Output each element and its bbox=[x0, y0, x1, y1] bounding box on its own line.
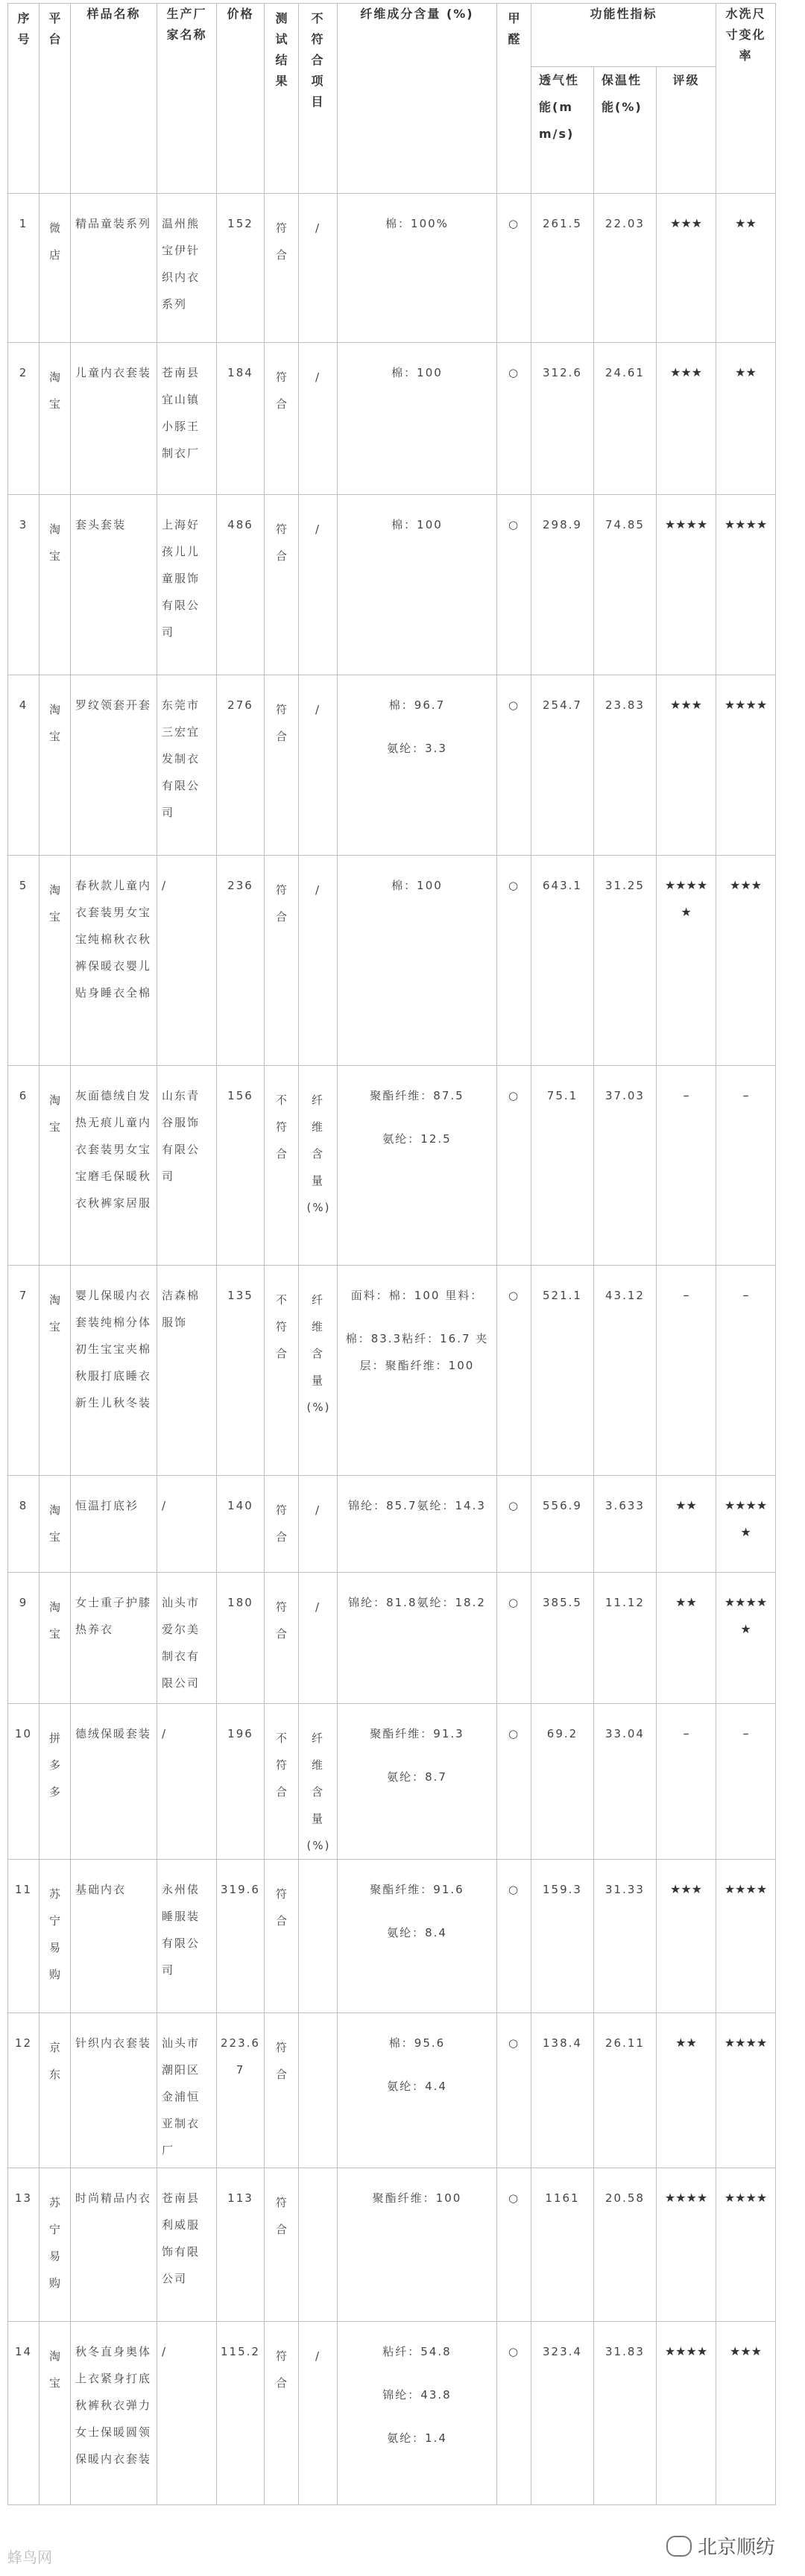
cell-fiber bbox=[338, 2322, 497, 2505]
fiber-line: 棉：95.6 bbox=[388, 2036, 446, 2050]
watermark-left: 蜂鸟网 bbox=[7, 2548, 52, 2566]
cell-no: 7 bbox=[8, 1266, 40, 1476]
fiber-line: 氨纶：8.4 bbox=[387, 1926, 447, 1939]
cell-price: 236 bbox=[217, 856, 265, 1066]
cell-fail-items: / bbox=[299, 675, 338, 856]
header-maker: 生产厂家名称 bbox=[157, 4, 217, 194]
cell-sample: 针织内衣套装 bbox=[71, 2013, 157, 2168]
cell-shrink: – bbox=[716, 1266, 776, 1476]
cell-shrink: ★★★★ bbox=[716, 2168, 776, 2322]
cell-fiber bbox=[338, 856, 497, 1066]
cell-fiber bbox=[338, 1860, 497, 2013]
cell-sample: 德绒保暖套装 bbox=[71, 1704, 157, 1860]
cell-no: 9 bbox=[8, 1573, 40, 1704]
header-price: 价格 bbox=[217, 4, 265, 194]
header-shrink: 水洗尺寸变化率 bbox=[716, 4, 776, 194]
cell-warm: 31.25 bbox=[594, 856, 657, 1066]
cell-platform: 淘宝 bbox=[40, 856, 71, 1066]
table-row bbox=[8, 2322, 776, 2505]
header-warm: 保温性能(%) bbox=[594, 67, 657, 194]
cell-shrink: ★★★★★ bbox=[716, 1476, 776, 1573]
cell-platform: 淘宝 bbox=[40, 1573, 71, 1704]
cell-no: 4 bbox=[8, 675, 40, 856]
cell-air: 69.2 bbox=[531, 1704, 594, 1860]
cell-price: 276 bbox=[217, 675, 265, 856]
cell-rating: ★★★ bbox=[657, 675, 716, 856]
table-row bbox=[8, 2168, 776, 2322]
cell-sample: 女士重子护膝热养衣 bbox=[71, 1573, 157, 1704]
cell-fiber bbox=[338, 675, 497, 856]
cell-formaldehyde: ○ bbox=[497, 1573, 531, 1704]
cell-maker: 山东青谷服饰有限公司 bbox=[157, 1066, 217, 1266]
cell-fiber bbox=[338, 2168, 497, 2322]
cell-fiber bbox=[338, 343, 497, 495]
cell-sample: 时尚精品内衣 bbox=[71, 2168, 157, 2322]
table-row bbox=[8, 1704, 776, 1860]
cell-rating: – bbox=[657, 1266, 716, 1476]
header-no: 序号 bbox=[8, 4, 40, 194]
table-row bbox=[8, 2013, 776, 2168]
watermark-right: 北京顺纺 bbox=[666, 2532, 775, 2560]
cell-rating: – bbox=[657, 1704, 716, 1860]
cell-no: 2 bbox=[8, 343, 40, 495]
cell-maker: 永州俵睡服装有限公司 bbox=[157, 1860, 217, 2013]
cell-price: 180 bbox=[217, 1573, 265, 1704]
fiber-line: 棉：83.3粘纤：16.7 夹层：聚酯纤维：100 bbox=[345, 1332, 489, 1372]
cell-warm: 33.04 bbox=[594, 1704, 657, 1860]
cell-fiber bbox=[338, 194, 497, 343]
cell-sample: 儿童内衣套装 bbox=[71, 343, 157, 495]
header-functional: 功能性指标 bbox=[531, 4, 716, 67]
cell-fail-items: / bbox=[299, 1573, 338, 1704]
cell-price: 156 bbox=[217, 1066, 265, 1266]
cell-platform: 苏宁易购 bbox=[40, 2168, 71, 2322]
cell-formaldehyde: ○ bbox=[497, 2322, 531, 2505]
cell-warm: 11.12 bbox=[594, 1573, 657, 1704]
cell-fiber bbox=[338, 1704, 497, 1860]
fiber-line: 氨纶：8.7 bbox=[387, 1770, 447, 1784]
header-platform: 平台 bbox=[40, 4, 71, 194]
header-formaldehyde: 甲醛 bbox=[497, 4, 531, 194]
cell-warm: 20.58 bbox=[594, 2168, 657, 2322]
cell-shrink: – bbox=[716, 1704, 776, 1860]
cell-fail-items: / bbox=[299, 856, 338, 1066]
cell-warm: 74.85 bbox=[594, 495, 657, 675]
cell-result: 符合 bbox=[265, 343, 299, 495]
cell-result: 符合 bbox=[265, 1573, 299, 1704]
cell-maker: / bbox=[157, 856, 217, 1066]
cell-no: 8 bbox=[8, 1476, 40, 1573]
cell-maker: 苍南县利威服饰有限公司 bbox=[157, 2168, 217, 2322]
cell-maker: 东莞市三宏宜发制衣有限公司 bbox=[157, 675, 217, 856]
cell-no: 6 bbox=[8, 1066, 40, 1266]
cell-no: 14 bbox=[8, 2322, 40, 2505]
cell-rating: ★★ bbox=[657, 1573, 716, 1704]
cell-price: 486 bbox=[217, 495, 265, 675]
cell-rating: ★★★★ bbox=[657, 495, 716, 675]
cell-fiber bbox=[338, 1476, 497, 1573]
cell-maker: 洁森棉服饰 bbox=[157, 1266, 217, 1476]
cell-maker: 上海好孩儿儿童服饰有限公司 bbox=[157, 495, 217, 675]
fiber-line: 聚酯纤维：91.3 bbox=[370, 1727, 464, 1740]
cell-rating: ★★★★ bbox=[657, 2322, 716, 2505]
cell-rating: ★★★ bbox=[657, 343, 716, 495]
cell-sample: 春秋款儿童内衣套装男女宝宝纯棉秋衣秋裤保暖衣婴儿贴身睡衣全棉 bbox=[71, 856, 157, 1066]
cell-platform: 淘宝 bbox=[40, 675, 71, 856]
cell-air: 75.1 bbox=[531, 1066, 594, 1266]
cell-price: 319.6 bbox=[217, 1860, 265, 2013]
header-sample: 样品名称 bbox=[71, 4, 157, 194]
cell-price: 140 bbox=[217, 1476, 265, 1573]
cell-air: 261.5 bbox=[531, 194, 594, 343]
fiber-line: 氨纶：1.4 bbox=[387, 2431, 447, 2445]
cell-result: 不符合 bbox=[265, 1704, 299, 1860]
cell-air: 521.1 bbox=[531, 1266, 594, 1476]
cell-no: 10 bbox=[8, 1704, 40, 1860]
cell-warm: 37.03 bbox=[594, 1066, 657, 1266]
cell-formaldehyde: ○ bbox=[497, 675, 531, 856]
cell-formaldehyde: ○ bbox=[497, 2013, 531, 2168]
cell-result: 符合 bbox=[265, 2322, 299, 2505]
cell-formaldehyde: ○ bbox=[497, 1266, 531, 1476]
cell-sample: 恒温打底衫 bbox=[71, 1476, 157, 1573]
cell-price: 135 bbox=[217, 1266, 265, 1476]
cell-air: 138.4 bbox=[531, 2013, 594, 2168]
fiber-line: 锦纶：85.7氨纶：14.3 bbox=[348, 1499, 486, 1512]
cell-fail-items bbox=[299, 2013, 338, 2168]
cell-result: 不符合 bbox=[265, 1266, 299, 1476]
table-row bbox=[8, 1573, 776, 1704]
cell-result: 符合 bbox=[265, 2013, 299, 2168]
cell-sample: 灰面德绒自发热无痕儿童内衣套装男女宝宝磨毛保暖秋衣秋裤家居服 bbox=[71, 1066, 157, 1266]
cell-formaldehyde: ○ bbox=[497, 2168, 531, 2322]
cell-sample: 套头套装 bbox=[71, 495, 157, 675]
fiber-line: 棉：100 bbox=[391, 518, 443, 531]
cell-warm: 23.83 bbox=[594, 675, 657, 856]
fiber-line: 氨纶：3.3 bbox=[387, 742, 447, 755]
fiber-line: 面料：棉：100 里料： bbox=[350, 1289, 484, 1302]
cell-fail-items: 纤维含量(%) bbox=[299, 1266, 338, 1476]
cell-platform: 淘宝 bbox=[40, 1266, 71, 1476]
cell-fiber bbox=[338, 1573, 497, 1704]
cell-formaldehyde: ○ bbox=[497, 343, 531, 495]
cell-platform: 淘宝 bbox=[40, 343, 71, 495]
cell-result: 符合 bbox=[265, 856, 299, 1066]
cell-air: 312.6 bbox=[531, 343, 594, 495]
cell-formaldehyde: ○ bbox=[497, 1860, 531, 2013]
cell-shrink: ★★★★ bbox=[716, 2013, 776, 2168]
cell-fail-items: 纤维含量(%) bbox=[299, 1066, 338, 1266]
cell-maker: 汕头市潮阳区金浦恒亚制衣厂 bbox=[157, 2013, 217, 2168]
cell-rating: ★★ bbox=[657, 2013, 716, 2168]
wechat-icon bbox=[666, 2536, 692, 2557]
fiber-line: 棉：96.7 bbox=[388, 698, 446, 712]
cell-formaldehyde: ○ bbox=[497, 856, 531, 1066]
cell-maker: / bbox=[157, 1476, 217, 1573]
cell-rating: ★★★ bbox=[657, 194, 716, 343]
cell-fiber bbox=[338, 495, 497, 675]
cell-maker: 温州熊宝伊针织内衣系列 bbox=[157, 194, 217, 343]
table-row bbox=[8, 495, 776, 675]
cell-maker: 汕头市爱尔美制衣有限公司 bbox=[157, 1573, 217, 1704]
header-result: 测试结果 bbox=[265, 4, 299, 194]
cell-formaldehyde: ○ bbox=[497, 1476, 531, 1573]
cell-formaldehyde: ○ bbox=[497, 194, 531, 343]
cell-price: 196 bbox=[217, 1704, 265, 1860]
cell-air: 385.5 bbox=[531, 1573, 594, 1704]
cell-shrink: ★★★★★ bbox=[716, 1573, 776, 1704]
header-air: 透气性能(mm/s) bbox=[531, 67, 594, 194]
cell-platform: 拼多多 bbox=[40, 1704, 71, 1860]
cell-fail-items: / bbox=[299, 2322, 338, 2505]
cell-shrink: ★★ bbox=[716, 343, 776, 495]
cell-price: 223.67 bbox=[217, 2013, 265, 2168]
cell-shrink: ★★★★ bbox=[716, 495, 776, 675]
cell-platform: 京东 bbox=[40, 2013, 71, 2168]
cell-formaldehyde: ○ bbox=[497, 495, 531, 675]
cell-rating: ★★★★★ bbox=[657, 856, 716, 1066]
table-row bbox=[8, 194, 776, 343]
fiber-line: 棉：100 bbox=[391, 366, 443, 379]
cell-shrink: – bbox=[716, 1066, 776, 1266]
fiber-line: 聚酯纤维：87.5 bbox=[370, 1089, 464, 1102]
test-results-table bbox=[7, 3, 776, 2505]
cell-fail-items bbox=[299, 2168, 338, 2322]
cell-sample: 罗纹领套开套 bbox=[71, 675, 157, 856]
cell-maker: / bbox=[157, 2322, 217, 2505]
cell-rating: – bbox=[657, 1066, 716, 1266]
table-row bbox=[8, 343, 776, 495]
cell-shrink: ★★★ bbox=[716, 2322, 776, 2505]
cell-result: 不符合 bbox=[265, 1066, 299, 1266]
cell-price: 184 bbox=[217, 343, 265, 495]
fiber-line: 聚酯纤维：91.6 bbox=[370, 1883, 464, 1896]
cell-shrink: ★★★★ bbox=[716, 675, 776, 856]
cell-price: 152 bbox=[217, 194, 265, 343]
cell-price: 115.2 bbox=[217, 2322, 265, 2505]
cell-no: 3 bbox=[8, 495, 40, 675]
fiber-line: 粘纤：54.8 bbox=[382, 2345, 452, 2358]
cell-warm: 31.33 bbox=[594, 1860, 657, 2013]
cell-sample: 基础内衣 bbox=[71, 1860, 157, 2013]
fiber-line: 棉：100% bbox=[385, 217, 449, 230]
cell-formaldehyde: ○ bbox=[497, 1066, 531, 1266]
cell-maker: / bbox=[157, 1704, 217, 1860]
cell-warm: 31.83 bbox=[594, 2322, 657, 2505]
cell-platform: 淘宝 bbox=[40, 495, 71, 675]
cell-warm: 26.11 bbox=[594, 2013, 657, 2168]
cell-result: 符合 bbox=[265, 2168, 299, 2322]
cell-fiber bbox=[338, 2013, 497, 2168]
fiber-line: 棉：100 bbox=[391, 879, 443, 892]
cell-formaldehyde: ○ bbox=[497, 1704, 531, 1860]
cell-air: 643.1 bbox=[531, 856, 594, 1066]
cell-no: 5 bbox=[8, 856, 40, 1066]
cell-air: 159.3 bbox=[531, 1860, 594, 2013]
cell-fiber bbox=[338, 1066, 497, 1266]
cell-shrink: ★★★ bbox=[716, 856, 776, 1066]
cell-platform: 淘宝 bbox=[40, 2322, 71, 2505]
cell-result: 符合 bbox=[265, 1476, 299, 1573]
cell-maker: 苍南县宜山镇小豚王制衣厂 bbox=[157, 343, 217, 495]
cell-price: 113 bbox=[217, 2168, 265, 2322]
fiber-line: 聚酯纤维：100 bbox=[372, 2191, 462, 2205]
cell-fail-items bbox=[299, 1860, 338, 2013]
cell-fail-items: 纤维含量(%) bbox=[299, 1704, 338, 1860]
cell-air: 1161 bbox=[531, 2168, 594, 2322]
cell-warm: 24.61 bbox=[594, 343, 657, 495]
fiber-line: 锦纶：43.8 bbox=[382, 2388, 452, 2402]
cell-fail-items: / bbox=[299, 1476, 338, 1573]
cell-no: 1 bbox=[8, 194, 40, 343]
cell-fail-items: / bbox=[299, 194, 338, 343]
cell-shrink: ★★★★ bbox=[716, 1860, 776, 2013]
fiber-line: 氨纶：4.4 bbox=[387, 2080, 447, 2093]
table-row bbox=[8, 856, 776, 1066]
cell-fail-items: / bbox=[299, 343, 338, 495]
cell-sample: 精品童装系列 bbox=[71, 194, 157, 343]
table-row bbox=[8, 1266, 776, 1476]
cell-platform: 微店 bbox=[40, 194, 71, 343]
header-fiber: 纤维成分含量 (%) bbox=[338, 4, 497, 194]
cell-rating: ★★ bbox=[657, 1476, 716, 1573]
table-row bbox=[8, 675, 776, 856]
cell-platform: 淘宝 bbox=[40, 1066, 71, 1266]
cell-platform: 苏宁易购 bbox=[40, 1860, 71, 2013]
cell-air: 254.7 bbox=[531, 675, 594, 856]
cell-shrink: ★★ bbox=[716, 194, 776, 343]
fiber-line: 氨纶：12.5 bbox=[382, 1132, 452, 1146]
cell-air: 323.4 bbox=[531, 2322, 594, 2505]
cell-fail-items: / bbox=[299, 495, 338, 675]
header-rating: 评级 bbox=[657, 67, 716, 194]
table-row bbox=[8, 1860, 776, 2013]
cell-sample: 婴儿保暖内衣套装纯棉分体初生宝宝夹棉秋服打底睡衣新生儿秋冬装 bbox=[71, 1266, 157, 1476]
header-fail-items: 不符合项目 bbox=[299, 4, 338, 194]
table-row bbox=[8, 1066, 776, 1266]
cell-rating: ★★★★ bbox=[657, 2168, 716, 2322]
cell-air: 556.9 bbox=[531, 1476, 594, 1573]
table-row bbox=[8, 1476, 776, 1573]
cell-warm: 22.03 bbox=[594, 194, 657, 343]
cell-fiber bbox=[338, 1266, 497, 1476]
cell-result: 符合 bbox=[265, 194, 299, 343]
cell-no: 13 bbox=[8, 2168, 40, 2322]
cell-rating: ★★★ bbox=[657, 1860, 716, 2013]
cell-air: 298.9 bbox=[531, 495, 594, 675]
cell-result: 符合 bbox=[265, 1860, 299, 2013]
cell-result: 符合 bbox=[265, 495, 299, 675]
cell-warm: 3.633 bbox=[594, 1476, 657, 1573]
cell-result: 符合 bbox=[265, 675, 299, 856]
cell-no: 12 bbox=[8, 2013, 40, 2168]
cell-platform: 淘宝 bbox=[40, 1476, 71, 1573]
fiber-line: 锦纶：81.8氨纶：18.2 bbox=[348, 1596, 486, 1609]
cell-no: 11 bbox=[8, 1860, 40, 2013]
cell-sample: 秋冬直身奥体上衣紧身打底秋裤秋衣弹力女士保暖圆领保暖内衣套装 bbox=[71, 2322, 157, 2505]
cell-warm: 43.12 bbox=[594, 1266, 657, 1476]
